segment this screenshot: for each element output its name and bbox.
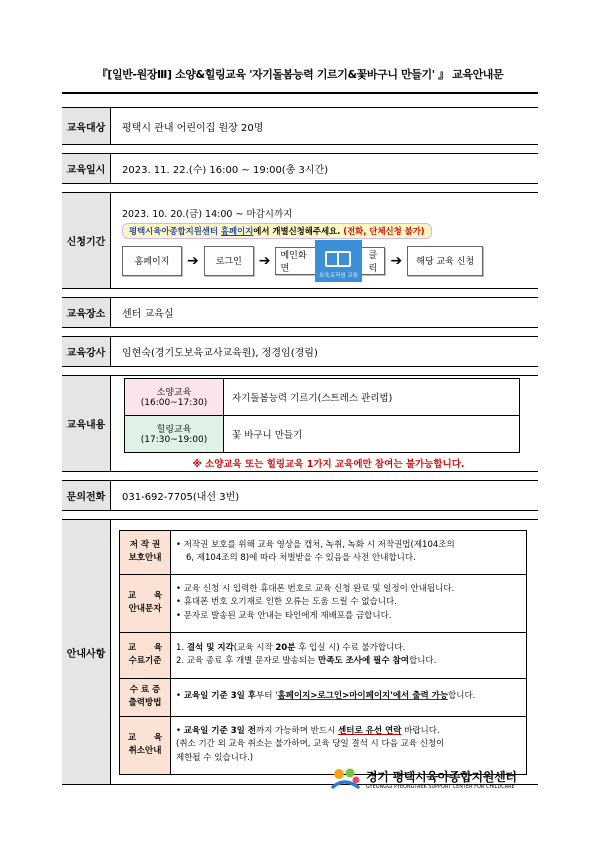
course-1-name: 소양교육 (16:00~17:30): [125, 378, 224, 415]
note-site: 평택시육아종합지원센터: [129, 225, 218, 236]
value-apply: [111, 193, 539, 289]
row-apply: [62, 193, 538, 289]
content-warning: ※ 소양교육 또는 힐링교육 1가지 교육에만 참여는 불가능합니다.: [192, 458, 465, 470]
value-place: 센터 교육실: [111, 298, 539, 328]
value-phone: 031-692-7705(내선 3번): [111, 481, 539, 511]
row-datetime: [62, 154, 538, 184]
label-phone: 문의전화: [62, 481, 111, 511]
label-target: 교육대상: [62, 108, 111, 145]
course-2-desc: 꽃 바구니 만들기: [224, 415, 520, 452]
info-table: [62, 107, 538, 785]
label-datetime: 교육일시: [62, 154, 111, 184]
value-guide: [111, 520, 539, 785]
banner-label: 보육교직원 교육: [319, 272, 358, 279]
label-apply: 신청기간: [62, 193, 111, 289]
content-table: [124, 378, 520, 453]
step-apply: 해당 교육 신청: [407, 246, 483, 276]
label-content: 교육내용: [62, 376, 111, 472]
apply-steps: [122, 246, 538, 279]
value-lecturer: 임현숙(경기도보육교사교육원), 정경임(경림): [111, 337, 539, 367]
center-logo: [330, 765, 517, 793]
label-place: 교육장소: [62, 298, 111, 328]
note-red: (전화, 단체신청 불가): [343, 225, 425, 236]
course-2-name: 힐링교육 (17:30~19:00): [125, 415, 224, 452]
title-rule-top: [62, 92, 538, 94]
center-name-en: GYEONGGI PYEONGTAEK SUPPORT CENTER FOR CHILDCARE: [366, 785, 515, 790]
label-lecturer: 교육강사: [62, 337, 111, 367]
center-name: 경기 평택시육아종합지원센터: [366, 770, 517, 784]
guide-copyright: 저 작 권 보호안내 • 저작권 보호를 위해 교육 영상을 캡처, 녹취, 녹화 시 저작권법(제104조의 6, 제104조의 8)에 따라 처벌받을 수 있음을 사전 안내합니다.: [120, 530, 527, 574]
step-login: 로그인: [204, 246, 254, 276]
note-individual: 개별신청: [272, 225, 305, 236]
row-guide: [62, 520, 538, 785]
row-lecturer: [62, 337, 538, 367]
apply-note: [122, 223, 432, 239]
note-after: 해주세요.: [304, 225, 341, 236]
guide-table: [119, 530, 527, 775]
step-homepage: 홈페이지: [122, 246, 182, 276]
guide-completion: 교 육 수료기준 1. 결석 및 지각(교육 시작 20분 후 입실 시) 수료 불가합니다. 2. 교육 종료 후 개별 문자로 발송되는 만족도 조사에 필수 참여합니다.: [120, 632, 527, 678]
guide-certificate: 수 료 증 출력방법 • 교육일 기준 3일 후부터 '홈페이지>로그인>마이페이지'에서 출력 가능합니다.: [120, 678, 527, 716]
value-content: [111, 376, 539, 472]
apply-deadline: 2023. 10. 20.(금) 14:00 ~ 마감시까지: [122, 208, 293, 220]
step-main-label: 메인화면: [280, 250, 307, 274]
row-content: [62, 376, 538, 472]
note-mid: 에서: [253, 225, 270, 236]
guide-sms: 교 육 안내문자 • 교육 신청 시 입력한 휴대폰 번호로 교육 신청 완료 및 일정이 안내됩니다. • 휴대폰 번호 오기재로 인한 오류는 도움 드릴 수 없습니다. • 문자로 발송된 교육 안내는 타인에게 재배포를 금합니다.: [120, 574, 527, 632]
note-home: 홈페이지: [220, 225, 254, 236]
value-datetime: 2023. 11. 22.(수) 16:00 ~ 19:00(총 3시간): [111, 154, 539, 184]
arrow-right-icon: ➔: [390, 252, 403, 269]
book-banner-icon: [315, 240, 363, 282]
arrow-right-icon: ➔: [187, 252, 199, 269]
center-logo-icon: [330, 765, 362, 793]
label-guide: 안내사항: [62, 520, 111, 785]
arrow-right-icon: ➔: [258, 252, 271, 269]
course-1-desc: 자기돌봄능력 기르기(스트레스 관리법): [224, 378, 520, 415]
document-title: 『[일반-원장Ⅲ] 소양&힐링교육 '자기돌봄능력 기르기&꽃바구니 만들기' 』 교육안내문: [96, 68, 504, 81]
row-phone: [62, 481, 538, 511]
row-place: [62, 298, 538, 328]
step-click: 클릭: [368, 250, 378, 274]
step-main: [275, 247, 385, 279]
value-target: 평택시 관내 어린이집 원장 20명: [111, 108, 539, 145]
row-target: [62, 108, 538, 145]
guide-cancel: 교 육 취소안내 • 교육일 기준 3일 전까지 가능하며 반드시 센터로 유선 연락 바랍니다. (취소 기간 외 교육 취소는 불가하며, 교육 당일 결석 시 다음 교육 신청이 제한될 수 있습니다.): [120, 716, 527, 774]
